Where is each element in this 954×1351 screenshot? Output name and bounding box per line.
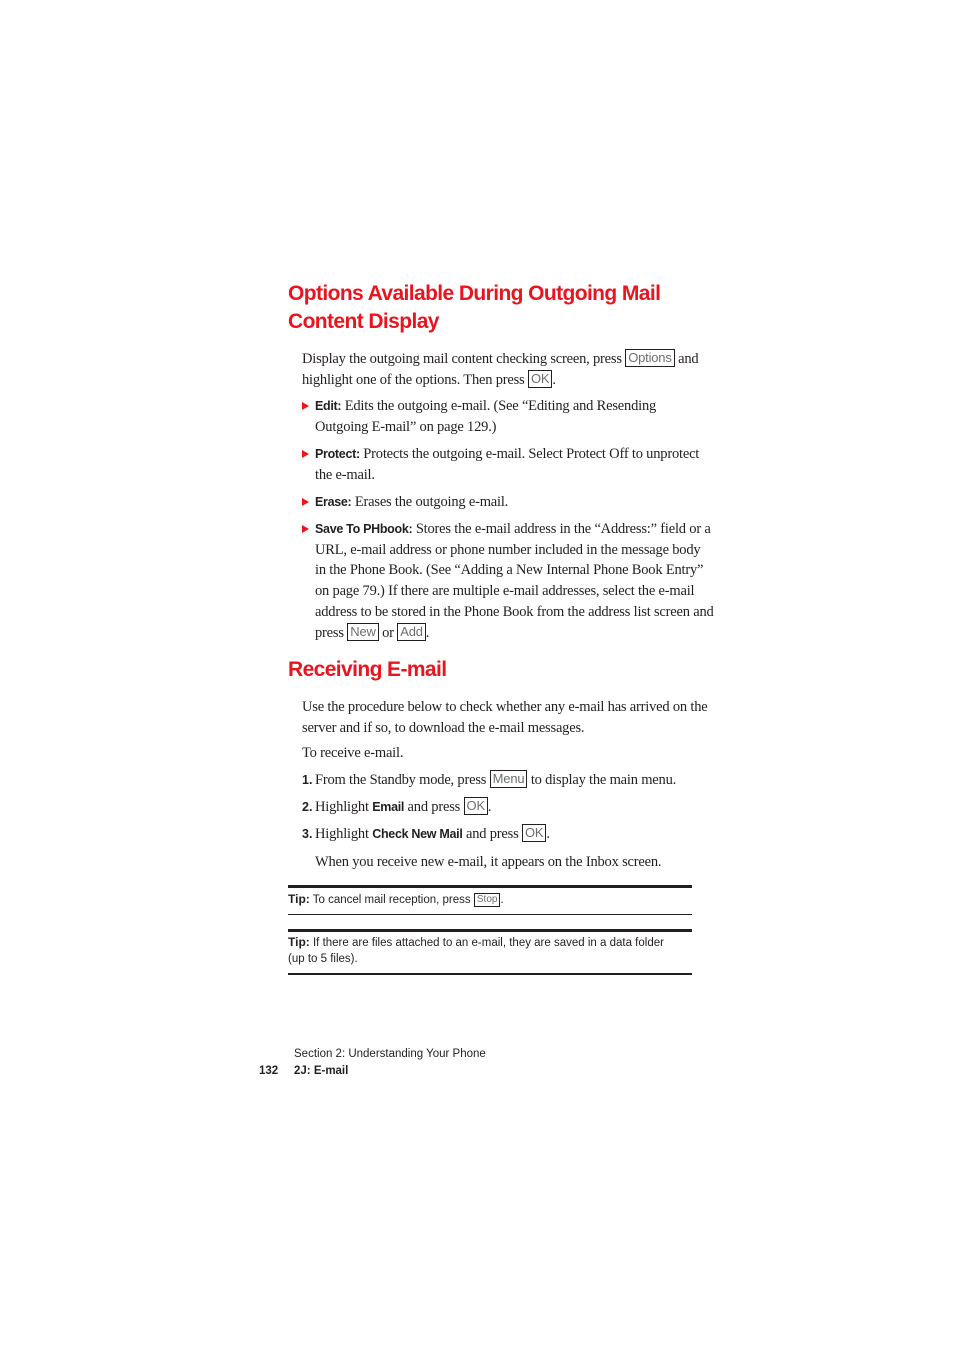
ok-key: OK [528, 370, 552, 388]
tip-label: Tip: [288, 892, 310, 906]
step-text: and press [465, 826, 519, 842]
option-desc-line: in the Phone Book. (See “Adding a New Internal Phone Book Entry” [315, 562, 704, 579]
period: . [487, 799, 492, 815]
tip-top-rule [288, 929, 692, 932]
option-label: Save To PHbook: [315, 522, 413, 536]
bullet-triangle-icon [302, 525, 309, 533]
section-heading-receiving: Receiving E-mail [288, 658, 447, 681]
new-key: New [347, 623, 378, 641]
option-desc-line: address to be stored in the Phone Book from the address list screen and [315, 603, 714, 620]
footer-page-number: 132 [259, 1065, 279, 1077]
options-intro [302, 349, 702, 390]
tip-cancel-reception [288, 891, 692, 908]
ok-key: OK [464, 797, 488, 815]
tip-top-rule [288, 885, 692, 888]
period: . [546, 826, 550, 842]
period: . [425, 624, 430, 641]
option-desc-line: Outgoing E-mail” on page 129.) [315, 418, 497, 435]
option-item-erase [315, 492, 705, 513]
step-text: Highlight [315, 826, 369, 842]
intro-line: server and if so, to download the e-mail messages. [302, 719, 585, 736]
step-bold: Check New Mail [372, 827, 463, 841]
option-desc-line: Erases the outgoing e-mail. [354, 494, 509, 510]
option-desc-line: Stores the e-mail address in the “Address:” field or a [415, 521, 711, 537]
option-desc-line: press [315, 624, 344, 641]
step-1 [315, 770, 676, 791]
section-heading-options [288, 280, 660, 336]
option-desc-line: on page 79.) If there are multiple e-mail addresses, select the e-mail [315, 583, 695, 600]
step-text: Highlight [315, 799, 369, 815]
step-text: and press [407, 799, 461, 815]
step-3 [315, 824, 550, 845]
tip-text: To cancel mail reception, press [312, 894, 471, 906]
footer-section: Section 2: Understanding Your Phone [294, 1048, 486, 1060]
receiving-lead: To receive e-mail. [302, 745, 404, 761]
option-label: Edit: [315, 399, 342, 413]
tip-bottom-rule [288, 973, 692, 975]
step-text: to display the main menu. [530, 772, 677, 788]
stop-key: Stop [474, 893, 501, 907]
bullet-triangle-icon [302, 402, 309, 410]
option-desc-line: the e-mail. [315, 466, 375, 483]
footer-chapter: 2J: E-mail [294, 1065, 349, 1077]
tip-text: If there are files attached to an e-mail, they are saved in a data folder (up to 5 files). [288, 937, 664, 965]
ok-key: OK [522, 824, 546, 842]
step-number: 3. [302, 827, 313, 841]
step-text: From the Standby mode, press [315, 772, 487, 788]
option-item-save-to-phbook [315, 519, 714, 643]
intro-text-d: . [552, 371, 556, 388]
option-item-protect [315, 444, 705, 485]
option-label: Erase: [315, 495, 352, 509]
bullet-triangle-icon [302, 450, 309, 458]
or-text: or [382, 624, 394, 641]
options-key: Options [625, 349, 674, 367]
step-bold: Email [372, 800, 405, 814]
receiving-intro [302, 697, 708, 738]
period: . [500, 894, 504, 906]
intro-text-a: Display the outgoing mail content checking screen, press [302, 351, 622, 367]
option-desc-line: URL, e-mail address or phone number included in the message body [315, 541, 701, 558]
heading-line-1: Options Available During Outgoing Mail [288, 282, 661, 305]
heading-line-2: Content Display [288, 310, 439, 333]
bullet-triangle-icon [302, 498, 309, 506]
step-number: 1. [302, 773, 313, 787]
tip-bottom-rule [288, 914, 692, 915]
option-desc-line: Edits the outgoing e-mail. (See “Editing and Resending [344, 398, 657, 414]
intro-text-c: highlight one of the options. Then press [302, 371, 525, 388]
option-item-edit [315, 396, 705, 437]
intro-text-b: and [678, 351, 699, 367]
intro-line: Use the procedure below to check whether any e-mail has arrived on the [302, 699, 708, 715]
step-number: 2. [302, 800, 313, 814]
step-result: When you receive new e-mail, it appears on the Inbox screen. [315, 854, 662, 870]
step-2 [315, 797, 491, 818]
menu-key: Menu [490, 770, 528, 788]
tip-label: Tip: [288, 935, 310, 949]
add-key: Add [397, 623, 426, 641]
tip-attached-files [288, 934, 668, 967]
option-label: Protect: [315, 447, 360, 461]
option-desc-line: Protects the outgoing e-mail. Select Protect Off to unprotect [363, 446, 700, 462]
